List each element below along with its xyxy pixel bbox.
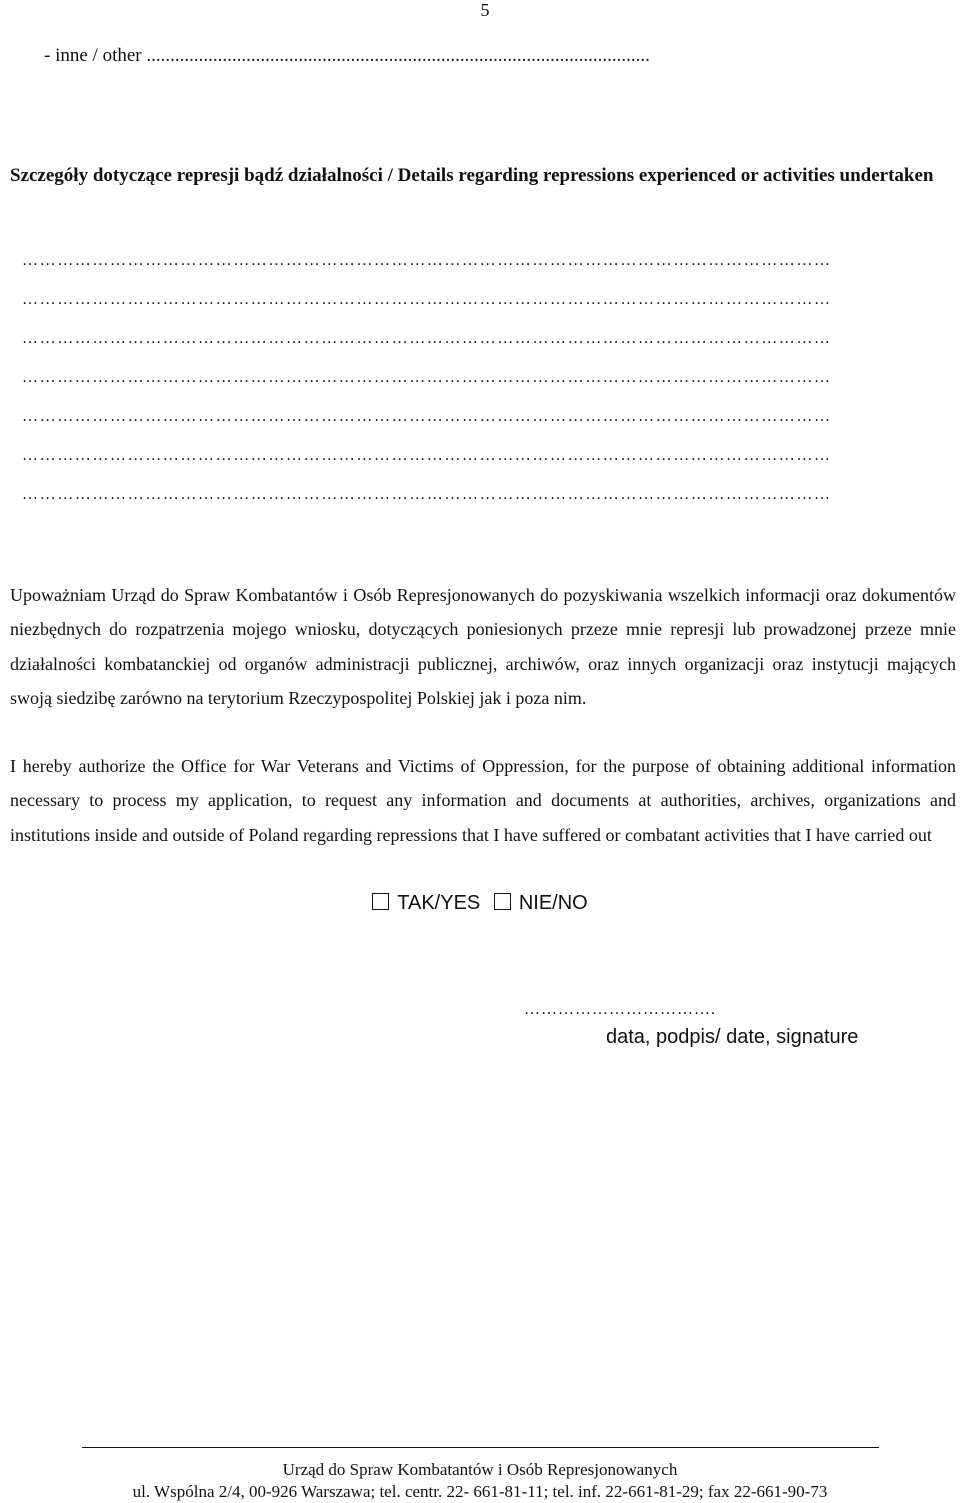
yes-checkbox[interactable] — [372, 893, 389, 910]
details-fill-line-5[interactable]: ………………………………………………………………………………………………………………………… — [22, 408, 832, 425]
details-fill-line-1[interactable]: ………………………………………………………………………………………………………………………… — [22, 252, 832, 269]
footer-office-name: Urząd do Spraw Kombatantów i Osób Represjonowanych — [282, 1460, 678, 1479]
signature-line[interactable]: ……………………………. — [524, 1001, 716, 1018]
option-yes[interactable] — [372, 892, 480, 914]
other-option-line[interactable]: - inne / other .......................................................................................................... — [44, 45, 650, 66]
details-fill-line-4[interactable]: ………………………………………………………………………………………………………………………… — [22, 369, 832, 386]
no-label: NIE/NO — [518, 892, 588, 914]
yes-label: TAK/YES — [397, 892, 481, 914]
no-checkbox[interactable] — [494, 893, 511, 910]
details-fill-line-2[interactable]: ………………………………………………………………………………………………………………………… — [22, 291, 832, 308]
details-fill-line-6[interactable]: ………………………………………………………………………………………………………………………… — [22, 447, 832, 464]
signature-label: data, podpis/ date, signature — [606, 1026, 859, 1048]
footer-divider — [82, 1447, 879, 1448]
details-heading: Szczegóły dotyczące represji bądź działalności / Details regarding repressions experienced or activities undertaken — [10, 165, 934, 186]
footer-contact-details: ul. Wspólna 2/4, 00-926 Warszawa; tel. centr. 22- 661-81-11; tel. inf. 22-661-81-29; fax 22-661-90-73 — [132, 1482, 828, 1501]
authorization-text-english: I hereby authorize the Office for War Veterans and Victims of Oppression, for the purpose of obtaining additional information necessary to process my application, to request any information and documents at authorities, archives, organizations and institutions inside and outside of Poland regarding repressions that I have suffered or combatant activities that I have carried out — [10, 756, 956, 845]
details-fill-line-7[interactable]: ………………………………………………………………………………………………………………………… — [22, 486, 832, 503]
consent-options — [0, 888, 960, 918]
details-fill-line-3[interactable]: ………………………………………………………………………………………………………………………… — [22, 330, 832, 347]
authorization-text-polish: Upoważniam Urząd do Spraw Kombatantów i Osób Represjonowanych do pozyskiwania wszelkich informacji oraz dokumentów niezbędnych do rozpatrzenia mojego wniosku, dotyczących poniesionych przeze mnie represji lub prowadzonej przeze mnie działalności kombatanckiej od organów administracji publicznej, archiwów, oraz innych organizacji oraz instytucji mających swoją siedzibę zarówno na terytorium Rzeczypospolitej Polskiej jak i poza nim. — [10, 585, 956, 709]
option-no[interactable] — [494, 892, 588, 914]
page-number: 5 — [480, 0, 490, 20]
details-fill-area[interactable] — [22, 241, 948, 514]
